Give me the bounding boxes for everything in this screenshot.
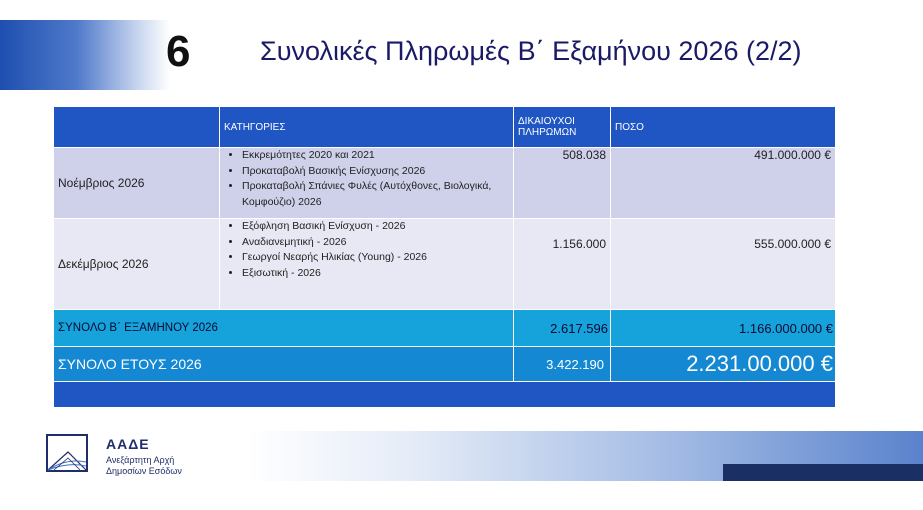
logo-subtitle: [106, 455, 182, 477]
header-beneficiaries: ΔΙΚΑΙΟΥΧΟΙ ΠΛΗΡΩΜΩΝ: [514, 107, 611, 148]
table-row-december: [54, 219, 836, 310]
aade-logo-mark-icon: [46, 434, 94, 474]
table-footer-row: [54, 382, 836, 408]
header-categories: ΚΑΤΗΓΟΡΙΕΣ: [220, 107, 514, 148]
row-amount: 555.000.000 €: [611, 219, 836, 310]
logo-subtitle-line: Ανεξάρτητη Αρχή: [106, 455, 175, 465]
payments-table: [53, 106, 836, 408]
logo-subtitle-line: Δημοσίων Εσόδων: [106, 466, 182, 476]
year-total-beneficiaries: 3.422.190: [514, 347, 611, 382]
row-beneficiaries: 508.038: [514, 148, 611, 219]
row-month: Δεκέμβριος 2026: [54, 219, 220, 310]
footer-cell: [54, 382, 836, 408]
row-categories: [220, 219, 514, 310]
category-item: • Εκκρεμότητες 2020 και 2021: [242, 148, 509, 164]
semester-total-beneficiaries: 2.617.596: [514, 310, 611, 347]
footer-bar-decoration: [723, 464, 923, 481]
slide-number: 6: [166, 27, 191, 76]
table-row-november: [54, 148, 836, 219]
semester-total-row: [54, 310, 836, 347]
row-month: Νοέμβριος 2026: [54, 148, 220, 219]
semester-total-amount: 1.166.000.000 €: [611, 310, 836, 347]
category-item: • Εξισωτική - 2026: [242, 266, 509, 282]
row-amount: 491.000.000 €: [611, 148, 836, 219]
header-amount: ΠΟΣΟ: [611, 107, 836, 148]
slide-title: Συνολικές Πληρωμές Β΄ Εξαμήνου 2026 (2/2): [260, 36, 802, 66]
row-categories: [220, 148, 514, 219]
year-total-amount: 2.231.00.000 €: [611, 347, 836, 382]
header-period: [54, 107, 220, 148]
year-total-label: ΣΥΝΟΛΟ ΕΤΟΥΣ 2026: [54, 347, 514, 382]
category-item: • Εξόφληση Βασική Ενίσχυση - 2026: [242, 219, 509, 235]
aade-logo: [46, 434, 246, 482]
year-total-row: [54, 347, 836, 382]
corner-gradient-decoration: [0, 20, 170, 90]
category-list: [224, 148, 509, 210]
category-item: • Γεωργοί Νεαρής Ηλικίας (Young) - 2026: [242, 250, 509, 266]
category-item: • Προκαταβολή Βασικής Ενίσχυσης 2026: [242, 164, 509, 180]
category-list: [224, 219, 509, 281]
logo-name: ΑΑΔΕ: [106, 436, 150, 452]
row-beneficiaries: 1.156.000: [514, 219, 611, 310]
table-header-row: [54, 107, 836, 148]
category-item: • Προκαταβολή Σπάνιες Φυλές (Αυτόχθονες, Βιολογικά, Κομφούζιο) 2026: [242, 179, 509, 210]
category-item: • Αναδιανεμητική - 2026: [242, 235, 509, 251]
semester-total-label: ΣΥΝΟΛΟ Β΄ ΕΞΑΜΗΝΟΥ 2026: [54, 310, 514, 347]
